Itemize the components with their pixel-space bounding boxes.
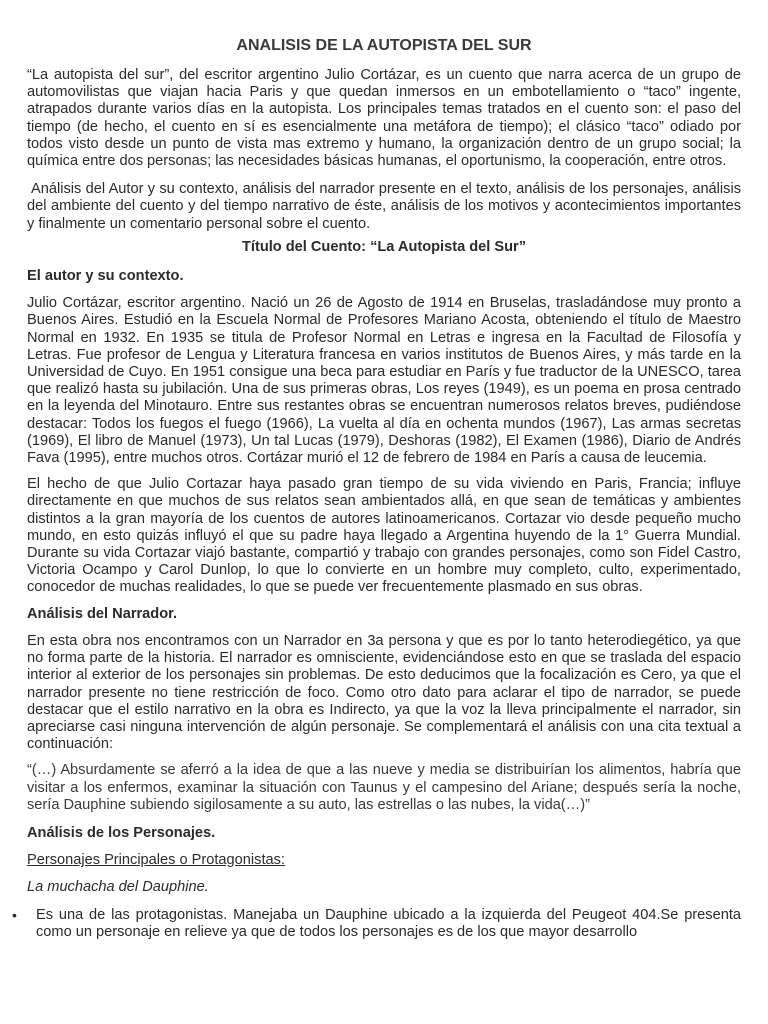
list-item xyxy=(12,906,741,941)
character-bullet-list xyxy=(12,906,741,941)
author-heading: El autor y su contexto. xyxy=(27,268,184,285)
quote-paragraph: “(…) Absurdamente se aferró a la idea de que a las nueve y media se distribuirían los alimentos, habría que visitar a los enfermos, examinar la situación con Taunus y el campesino del Ariane; después sería la noche, sería Dauphine subiendo sigilosamente a su auto, las estrellas o las nubes, la vida(…)” xyxy=(27,762,741,813)
story-title-heading: Título del Cuento: “La Autopista del Sur” xyxy=(241,238,527,255)
intro-paragraph: “La autopista del sur”, del escritor argentino Julio Cortázar, es un cuento que narra acerca de un grupo de automovilistas que viajan hacia Paris y que quedan inmersos en un embotellamiento o “taco” ingente, atrapados durante varios días en la autopista. Los principales temas tratados en el cuento son: el paso del tiempo (de hecho, el cuento en sí es esencialmente una metáfora de tiempo); el clásico “taco” odiado por todos visto desde un punto de vista mas extremo y humano, la organización dentro de un grupo social; la química entre dos personas; las necesidades básicas humanas, el oportunismo, la cooperación, entre otros. xyxy=(27,67,741,170)
narrator-heading: Análisis del Narrador. xyxy=(27,605,178,622)
author-context-paragraph: El hecho de que Julio Cortazar haya pasado gran tiempo de su vida viviendo en Paris, Francia; influye directamente en que muchos de sus relatos sean ambientados allá, en que sean de temáticas y ambientes distintos a la gran mayoría de los cuentos de autores latinoamericanos. Cortazar vio desde pequeño mucho mundo, en esto quizás influyó el que su padre haya llegado a Argentina huyendo de la 1° Guerra Mundial. Durante su vida Cortazar viajó bastante, compartió y trabajo con grandes personajes, como son Fidel Castro, Victoria Ocampo y Carol Dunlop, lo que lo convierte en un hombre muy completo, culto, experimentado, conocedor de muchas realidades, lo que se puede ver frecuentemente plasmado en sus obras. xyxy=(27,476,741,596)
character-name: La muchacha del Dauphine. xyxy=(27,879,209,896)
bullet-icon: • xyxy=(12,906,17,923)
narrator-paragraph: En esta obra nos encontramos con un Narrador en 3a persona y que es por lo tanto heterodiegético, ya que no forma parte de la historia. El narrador es omnisciente, evidenciándose esto en que se traslada del espacio interior al exterior de los personajes sin problemas. De esto deducimos que la focalización es Cero, ya que el narrador presente no tiene restricción de foco. Como otro dato para aclarar el tipo de narrador, se puede destacar que el estilo narrativo en la obra es Indirecto, ya que la voz la lleva principalmente el narrador, sin apreciarse casi ninguna intervención de algún personaje. Se complementará el análisis con una cita textual a continuación: xyxy=(27,632,741,753)
main-characters-heading: Personajes Principales o Protagonistas: xyxy=(27,852,285,869)
characters-heading: Análisis de los Personajes. xyxy=(27,824,216,841)
author-bio-paragraph: Julio Cortázar, escritor argentino. Nació un 26 de Agosto de 1914 en Bruselas, trasladándose muy pronto a Buenos Aires. Estudió en la Escuela Normal de Profesores Mariano Acosta, obteniendo el título de Maestro Normal en 1932. En 1935 se titula de Profesor Normal en Letras e ingresa en la Facultad de Filosofía y Letras. Fue profesor de Lengua y Literatura francesa en varios institutos de Buenos Aires, y más tarde en la Universidad de Cuyo. En 1951 consigue una beca para estudiar en París y fue traductor de la UNESCO, tarea que realizó hasta su jubilación. Una de sus primeras obras, Los reyes (1949), es un poema en prosa centrado en la leyenda del Minotauro. Entre sus restantes obras se encuentran numerosos relatos breves, pudiéndose destacar: Todos los fuegos el fuego (1966), La vuelta al día en ochenta mundos (1967), Las armas secretas (1969), El libro de Manuel (1973), Un tal Lucas (1979), Deshoras (1982), El Examen (1986), Diario de Andrés Fava (1995), entre muchos otros. Cortázar murió el 12 de febrero de 1984 en París a causa de leucemia. xyxy=(27,295,741,467)
document-title: ANALISIS DE LA AUTOPISTA DEL SUR xyxy=(236,37,532,54)
list-item-text: Es una de las protagonistas. Manejaba un Dauphine ubicado a la izquierda del Peugeot 404.Se presenta como un personaje en relieve ya que de todos los personajes es de los que mayor desarrollo xyxy=(36,906,741,940)
scope-paragraph: Análisis del Autor y su contexto, análisis del narrador presente en el texto, análisis de los personajes, análisis del ambiente del cuento y del tiempo narrativo de éste, análisis de los motivos y acontecimientos importantes y finalmente un comentario personal sobre el cuento. xyxy=(27,181,741,232)
